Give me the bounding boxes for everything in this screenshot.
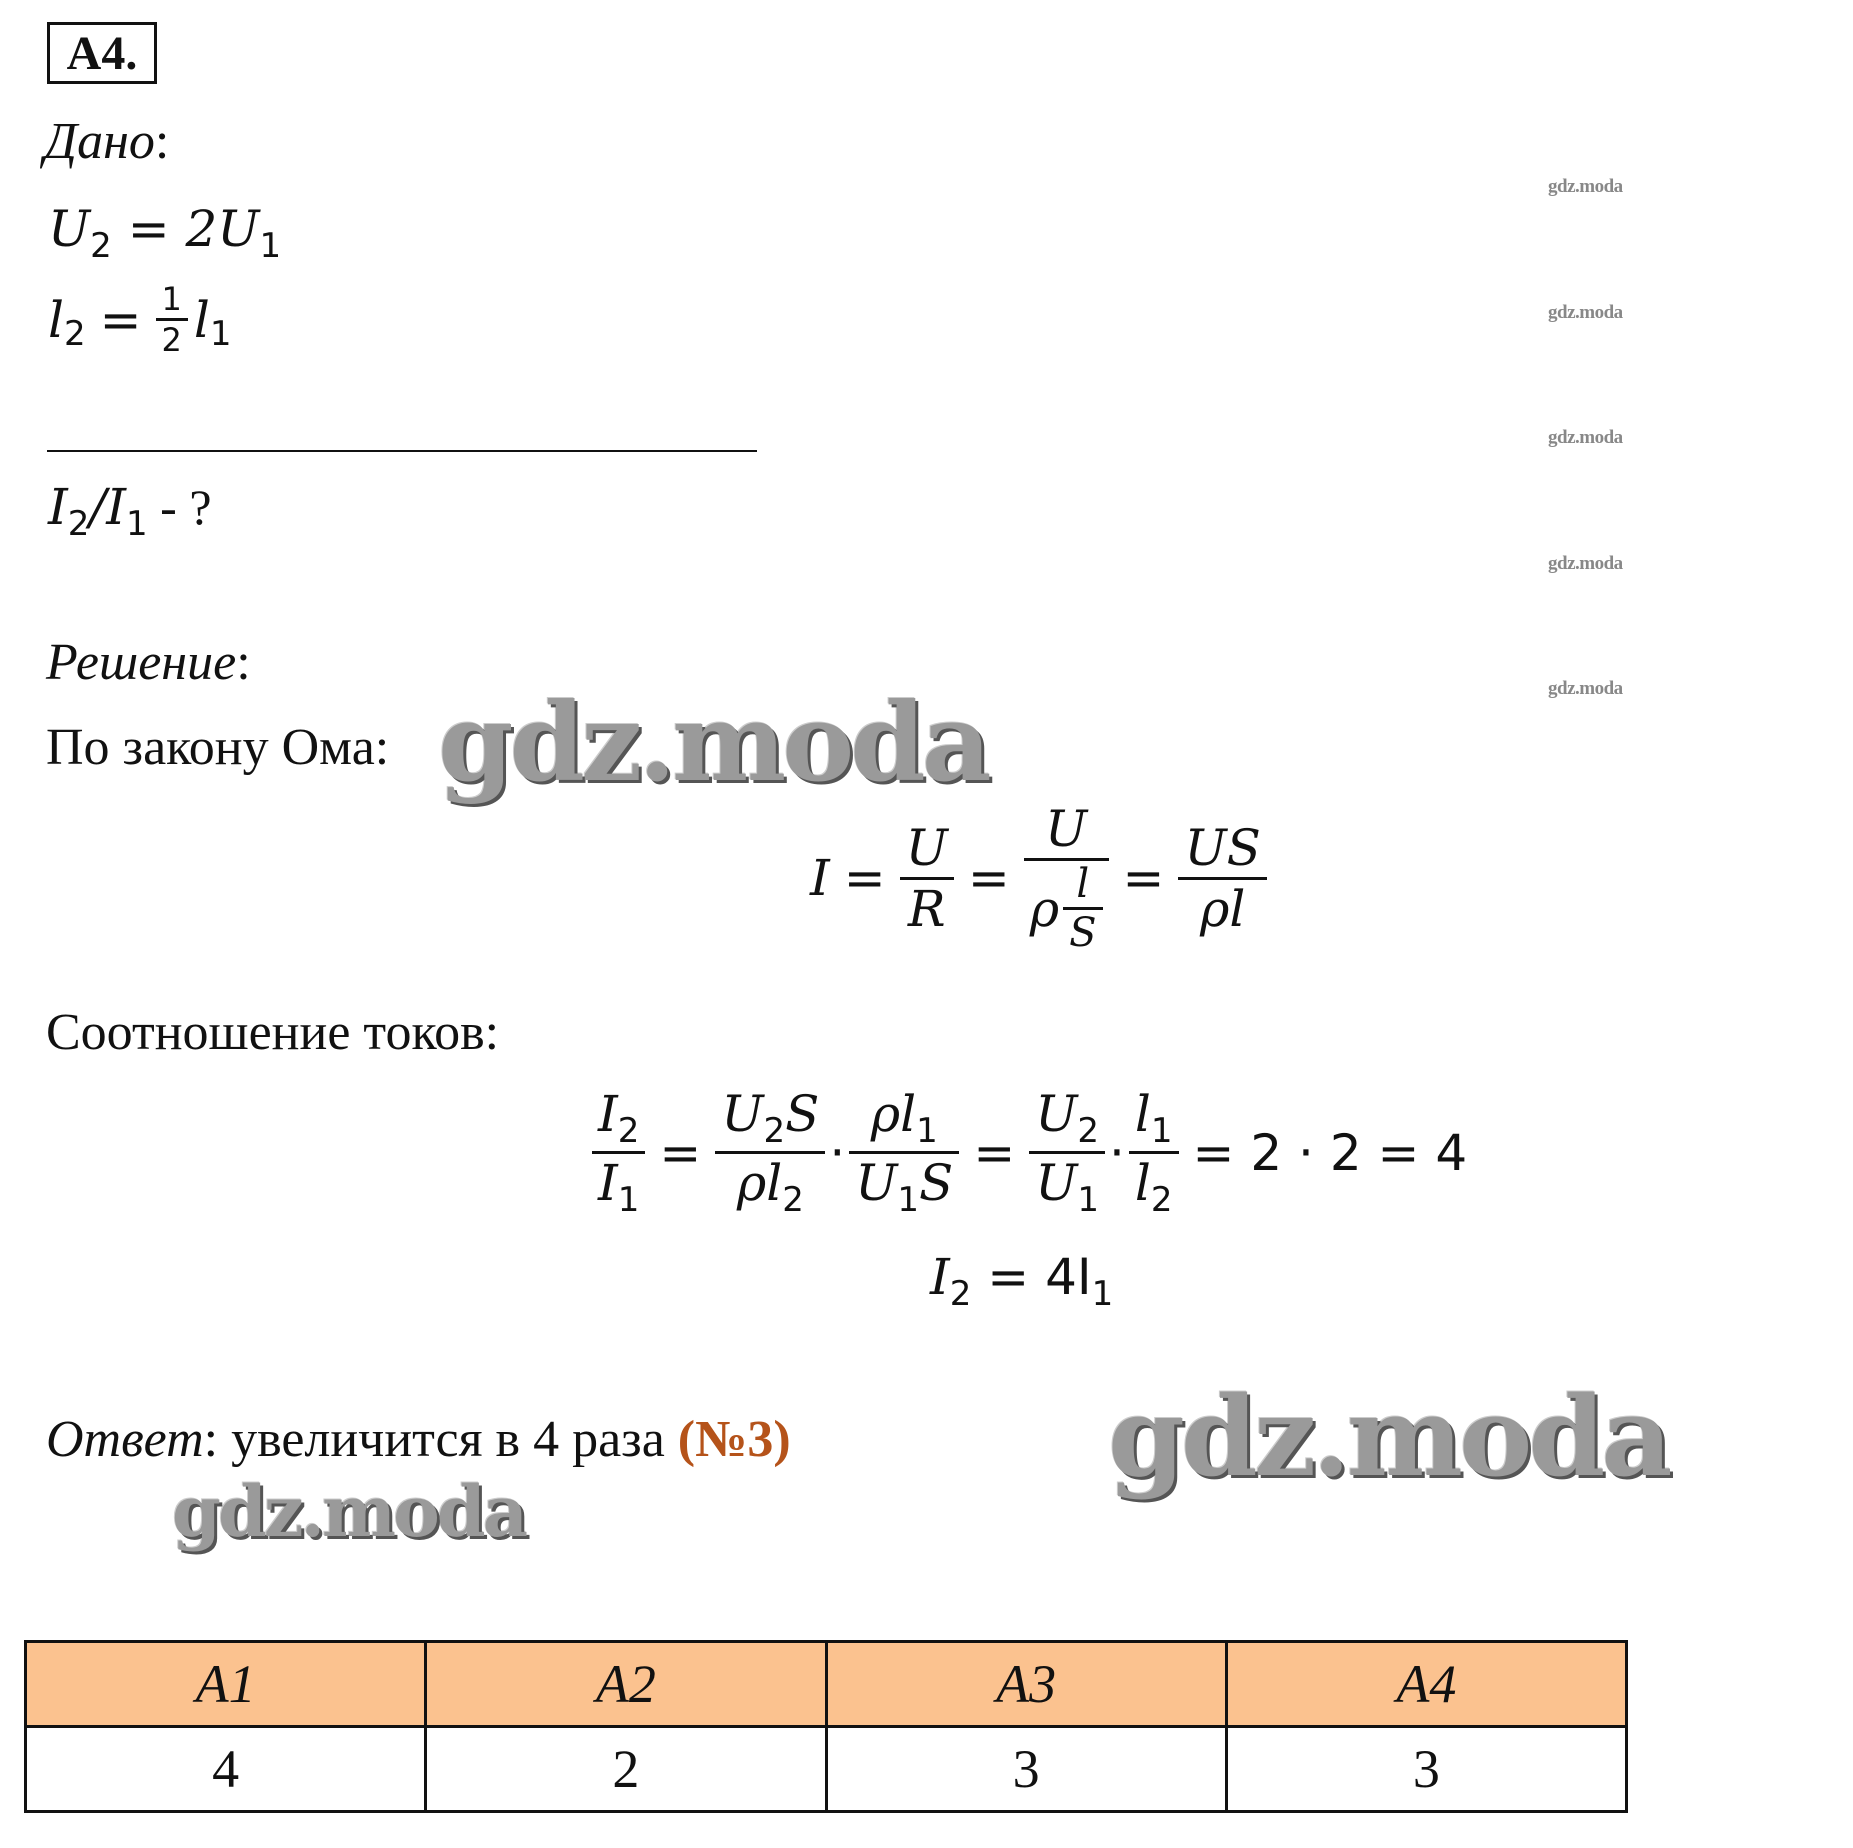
watermark-small-1: gdz.moda xyxy=(1548,176,1623,197)
watermark-small-3: gdz.moda xyxy=(1548,427,1623,448)
table-cell: 3 xyxy=(826,1727,1226,1812)
given-divider xyxy=(47,450,757,452)
eq2-den: 2 xyxy=(161,321,182,359)
result-eq: = 4I xyxy=(971,1248,1092,1306)
ratio-U2b: U xyxy=(1035,1085,1078,1143)
table-cell: 3 xyxy=(1226,1727,1626,1812)
eq1-lhs-sub: 2 xyxy=(90,226,112,266)
eq2-rhs-sub: 1 xyxy=(209,313,232,354)
ohm-frac-rho xyxy=(1024,800,1109,956)
given-eq-voltage: $U_2 = 2U_1$ xyxy=(48,200,282,266)
given-heading xyxy=(44,112,169,171)
ratio-text: Соотношение токов: xyxy=(46,1004,500,1061)
solution-heading-text: Решение xyxy=(46,634,237,691)
ohm-frac2-num: U xyxy=(1045,800,1088,858)
ratio-rho-l1: ρl xyxy=(870,1085,917,1143)
table-header-cell: A4 xyxy=(1226,1642,1626,1727)
ratio-eq-2: = xyxy=(973,1123,1016,1182)
ratio-l1b-sub: 1 xyxy=(1150,1111,1173,1151)
q-tail: - ? xyxy=(147,479,212,535)
table-row xyxy=(26,1727,1627,1812)
given-eq-length: l $_2$ = $\frac{1}{2}$ l $_1$ xyxy=(48,280,232,359)
ohm-eq-1: = xyxy=(843,849,886,907)
ratio-l2b-sub: 2 xyxy=(1150,1180,1173,1220)
ratio-U1-sub: 1 xyxy=(897,1180,920,1220)
watermark-small-5: gdz.moda xyxy=(1548,678,1623,699)
table-header-cell: A1 xyxy=(26,1642,426,1727)
result-rhs-sub: 1 xyxy=(1091,1274,1114,1314)
eq1-lhs: U xyxy=(48,200,91,258)
ohm-I: I xyxy=(810,849,830,907)
ratio-frac-l xyxy=(1129,1085,1179,1220)
ohm-eq-2: = xyxy=(967,849,1010,907)
ohm-rho: ρ xyxy=(1029,879,1060,938)
answer-text: увеличится в 4 раза xyxy=(218,1411,678,1468)
table-cell: 2 xyxy=(426,1727,826,1812)
ohm-frac3-den: ρl xyxy=(1199,879,1246,938)
watermark-small-4: gdz.moda xyxy=(1548,553,1623,574)
watermark-big-2: gdz.moda xyxy=(1108,1372,1669,1501)
ohm-law-text: По закону Ома: xyxy=(46,719,390,776)
ratio-frac-U xyxy=(1029,1085,1105,1220)
ratio-l2: l xyxy=(1134,1154,1151,1212)
result-lhs: I xyxy=(930,1248,950,1306)
ratio-l2-sub: 2 xyxy=(782,1180,804,1220)
answer-line xyxy=(46,1410,791,1469)
ratio-I2-sub: 2 xyxy=(617,1111,640,1151)
ratio-U2b-sub: 2 xyxy=(1077,1111,1099,1151)
ratio-U2-S: S xyxy=(785,1085,820,1143)
ratio-I2: I xyxy=(598,1085,618,1143)
watermark-big-1: gdz.moda xyxy=(438,680,988,806)
question-line xyxy=(48,478,212,544)
ohm-frac2-den xyxy=(1024,861,1109,956)
ratio-U1-S: S xyxy=(919,1154,954,1212)
ohm-frac1-den: R xyxy=(907,879,946,938)
ratio-frac-I xyxy=(592,1085,645,1220)
ratio-l1-sub: 1 xyxy=(916,1111,938,1151)
ohm-frac-l: l xyxy=(1076,861,1090,907)
watermark-big-3: gdz.moda xyxy=(172,1470,526,1553)
task-label: A4. xyxy=(47,22,157,84)
ratio-rho-l2: ρl xyxy=(736,1154,783,1212)
eq2-rhs: l xyxy=(193,290,210,349)
ohm-frac-UR xyxy=(900,819,954,938)
answer-label: Ответ xyxy=(46,1411,204,1468)
given-heading-text: Дано xyxy=(44,113,155,170)
eq2-num: 1 xyxy=(161,280,182,318)
answer-choice: (№3) xyxy=(677,1411,791,1468)
ratio-tail: = 2 · 2 = 4 xyxy=(1192,1123,1468,1182)
q-slash: / xyxy=(89,478,107,536)
given-heading-colon: : xyxy=(154,113,170,170)
q-b-sub: 1 xyxy=(126,504,148,544)
q-b: I xyxy=(106,478,127,536)
ratio-frac-U2S xyxy=(715,1085,825,1220)
eq2-lhs: l xyxy=(48,290,64,349)
ratio-dot-1: · xyxy=(829,1123,846,1182)
ohm-frac-lS xyxy=(1063,861,1102,956)
ratio-dot-2: · xyxy=(1109,1123,1125,1182)
eq1-rhs: 2U xyxy=(185,200,260,258)
eq2-fraction xyxy=(156,280,188,359)
ratio-eq-1: = xyxy=(659,1123,702,1182)
ohm-eq-3: = xyxy=(1122,849,1165,907)
ratio-frac-rho-l1 xyxy=(849,1085,959,1220)
watermark-small-2: gdz.moda xyxy=(1548,302,1623,323)
ratio-U2-sub: 2 xyxy=(763,1111,786,1151)
ratio-U1b-sub: 1 xyxy=(1077,1180,1099,1220)
table-header-cell: A3 xyxy=(826,1642,1226,1727)
ratio-I1: I xyxy=(598,1154,618,1212)
q-a: I xyxy=(48,478,68,536)
table-header-row xyxy=(26,1642,1627,1727)
result-lhs-sub: 2 xyxy=(949,1274,972,1314)
ratio-l1: l xyxy=(1134,1085,1151,1143)
result-line xyxy=(930,1248,1113,1314)
ratio-U1: U xyxy=(855,1154,898,1212)
ohm-frac1-num: U xyxy=(905,818,948,877)
solution-heading xyxy=(46,633,251,692)
solution-heading-colon: : xyxy=(236,634,251,691)
ratio-I1-sub: 1 xyxy=(617,1180,640,1220)
eq1-rhs-sub: 1 xyxy=(259,226,282,266)
answers-table xyxy=(24,1640,1628,1813)
q-a-sub: 2 xyxy=(67,504,90,544)
ohm-frac3-num: US xyxy=(1184,818,1261,877)
table-header-cell: A2 xyxy=(426,1642,826,1727)
ratio-formula xyxy=(592,1085,1467,1220)
ohm-frac-US xyxy=(1178,819,1266,938)
ohm-frac-S: S xyxy=(1069,910,1097,956)
table-cell: 4 xyxy=(26,1727,426,1812)
eq2-lhs-sub: 2 xyxy=(64,313,86,354)
ohm-formula xyxy=(810,800,1267,956)
ratio-U1b: U xyxy=(1035,1154,1078,1212)
answer-colon: : xyxy=(203,1411,219,1468)
ratio-U2: U xyxy=(721,1085,764,1143)
